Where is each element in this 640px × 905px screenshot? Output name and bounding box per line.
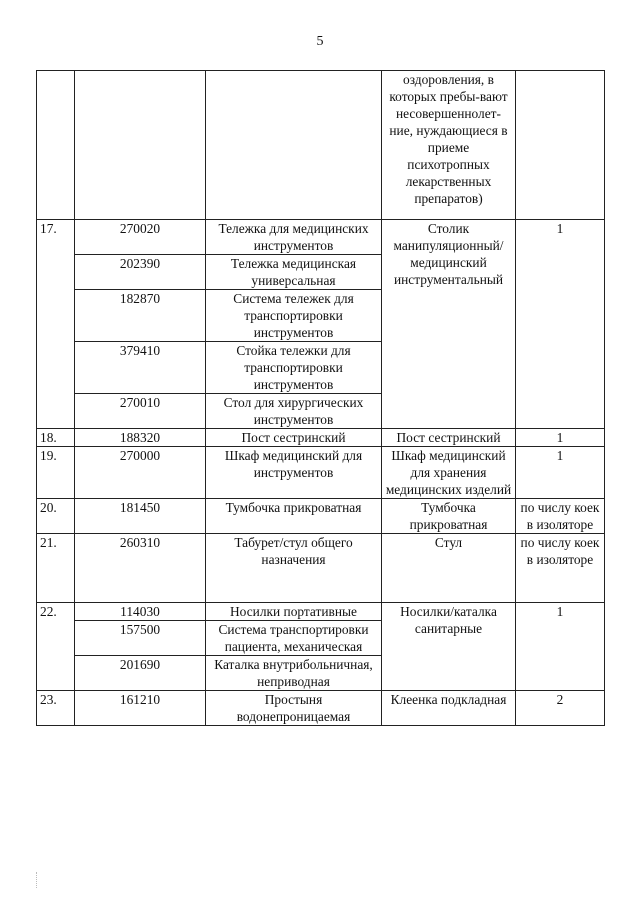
kind-cell: Шкаф медицинский для хранения медицинских изделий xyxy=(382,447,516,499)
code-cell: 157500 xyxy=(75,621,206,656)
name-cell: Шкаф медицинский для инструментов xyxy=(206,447,382,499)
name-cell: Стол для хирургических инструментов xyxy=(206,394,382,429)
code-cell xyxy=(75,71,206,220)
quantity-cell: 1 xyxy=(516,603,605,691)
page-number: 5 xyxy=(316,34,324,49)
kind-cell: Стул xyxy=(382,534,516,603)
row-number-cell: 17. xyxy=(37,220,75,429)
name-cell: Пост сестринский xyxy=(206,429,382,447)
row-number-cell: 20. xyxy=(37,499,75,534)
kind-cell: Клеенка подкладная xyxy=(382,691,516,726)
code-cell: 270000 xyxy=(75,447,206,499)
name-cell: Тележка для медицинских инструментов xyxy=(206,220,382,255)
code-cell: 181450 xyxy=(75,499,206,534)
kind-cell: Носилки/каталка санитарные xyxy=(382,603,516,691)
quantity-cell xyxy=(516,71,605,220)
kind-cell: оздоровления, в которых пребы-вают несовершеннолет-ние, нуждающиеся в приеме психотропных лекарственных препаратов) xyxy=(382,71,516,220)
code-cell: 270020 xyxy=(75,220,206,255)
quantity-cell: 1 xyxy=(516,220,605,429)
table-row xyxy=(37,220,605,255)
name-cell: Тумбочка прикроватная xyxy=(206,499,382,534)
code-cell: 201690 xyxy=(75,656,206,691)
kind-cell: Столик манипуляционный/ медицинский инструментальный xyxy=(382,220,516,429)
code-cell: 202390 xyxy=(75,255,206,290)
code-cell: 182870 xyxy=(75,290,206,342)
table-row xyxy=(37,691,605,726)
row-number-cell: 19. xyxy=(37,447,75,499)
table-row xyxy=(37,429,605,447)
name-cell: Система тележек для транспортировки инструментов xyxy=(206,290,382,342)
code-cell: 379410 xyxy=(75,342,206,394)
margin-mark xyxy=(36,872,38,888)
quantity-cell: 1 xyxy=(516,447,605,499)
code-cell: 114030 xyxy=(75,603,206,621)
code-cell: 260310 xyxy=(75,534,206,603)
name-cell: Система транспортировки пациента, механическая xyxy=(206,621,382,656)
table-row xyxy=(37,447,605,499)
quantity-cell: по числу коек в изоляторе xyxy=(516,534,605,603)
row-number-cell: 18. xyxy=(37,429,75,447)
equipment-table xyxy=(36,70,605,726)
name-cell: Носилки портативные xyxy=(206,603,382,621)
quantity-cell: 1 xyxy=(516,429,605,447)
name-cell: Простыня водонепроницаемая xyxy=(206,691,382,726)
table-row xyxy=(37,534,605,603)
quantity-cell: по числу коек в изоляторе xyxy=(516,499,605,534)
quantity-cell: 2 xyxy=(516,691,605,726)
table-row xyxy=(37,603,605,621)
kind-cell: Пост сестринский xyxy=(382,429,516,447)
row-number-cell: 21. xyxy=(37,534,75,603)
name-cell: Стойка тележки для транспортировки инструментов xyxy=(206,342,382,394)
row-number-cell: 22. xyxy=(37,603,75,691)
name-cell: Тележка медицинская универсальная xyxy=(206,255,382,290)
name-cell xyxy=(206,71,382,220)
row-number-cell: 23. xyxy=(37,691,75,726)
code-cell: 188320 xyxy=(75,429,206,447)
kind-cell: Тумбочка прикроватная xyxy=(382,499,516,534)
table-row xyxy=(37,499,605,534)
code-cell: 270010 xyxy=(75,394,206,429)
name-cell: Табурет/стул общего назначения xyxy=(206,534,382,603)
row-number-cell xyxy=(37,71,75,220)
code-cell: 161210 xyxy=(75,691,206,726)
name-cell: Каталка внутрибольничная, неприводная xyxy=(206,656,382,691)
table-row xyxy=(37,71,605,220)
